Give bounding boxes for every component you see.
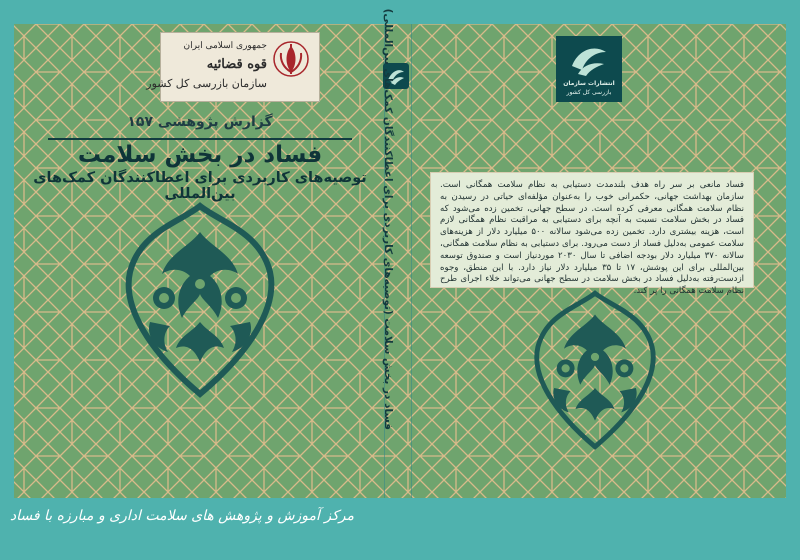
judiciary-logo-box (146, 32, 320, 102)
back-summary-box (430, 172, 754, 297)
logo-line-2: قوه قضائیه (206, 57, 267, 72)
spine-title: فساد در بخش سلامت (توصیه‌های کاربردی برای اعطاکنندگان کمک‌های بین‌المللی) (382, 8, 394, 430)
research-center-name: مرکز آموزش و پژوهش های سلامت اداری و مبارزه با فساد (9, 508, 354, 524)
publisher-name-line-1: انتشارات سازمان (563, 80, 615, 87)
report-series-number: گزارش پژوهشی ۱۵۷ (127, 114, 273, 130)
iran-emblem-icon (271, 39, 311, 79)
back-summary-text: فساد مانعی بر سر راه هدف بلندمدت دستیابی به نظام سلامت همگانی است. سازمان بهداشت جهانی، حکمرانی خوب را به‌عنوان مؤلفه‌ای حیاتی در رسیدن به نظام سلامت همگانی معرفی کرده است. در سطح جهانی، تخمین زده می‌شود که فساد در بخش سلامت نسبت به آنچه برای دستیابی به مراقبت نظام همگانی لازم است، هزینه بیشتری دارد. تخمین زده می‌شود سالانه ۵۰۰ میلیارد دلار از هزینه‌های سلامت عمومی به‌دلیل فساد از دست می‌رود. برای دستیابی به نظام سلامت همگانی، سالانه ۳۷۰ میلیارد دلار بودجه اضافی تا سال ۲۰۳۰ موردنیاز است و صندوق توسعه بین‌المللی برای این پوشش، ۱۷ تا ۳۵ میلیارد دلار نیاز دارد. با این منطق، وجوه ازدست‌رفته به‌دلیل فساد در بخش سلامت در سطح جهانی می‌تواند خلاء اجرای طرح نظام سلامت همگانی را پر کند. (440, 180, 744, 297)
book-subtitle: توصیه‌های کاربردی برای اعطاکنندگان کمک‌های بین‌المللی (33, 170, 367, 202)
arabesque-medallion-icon (110, 202, 290, 398)
book-title: فساد در بخش سلامت (77, 142, 323, 168)
publisher-logo (556, 36, 622, 102)
logo-line-1: جمهوری اسلامی ایران (183, 41, 267, 51)
publisher-mark-icon (568, 42, 610, 78)
logo-line-3: سازمان بازرسی کل کشور (146, 77, 267, 90)
title-divider (48, 138, 352, 140)
arabesque-medallion-icon (520, 290, 670, 450)
publisher-name-line-2: بازرسی کل کشور (566, 89, 612, 96)
